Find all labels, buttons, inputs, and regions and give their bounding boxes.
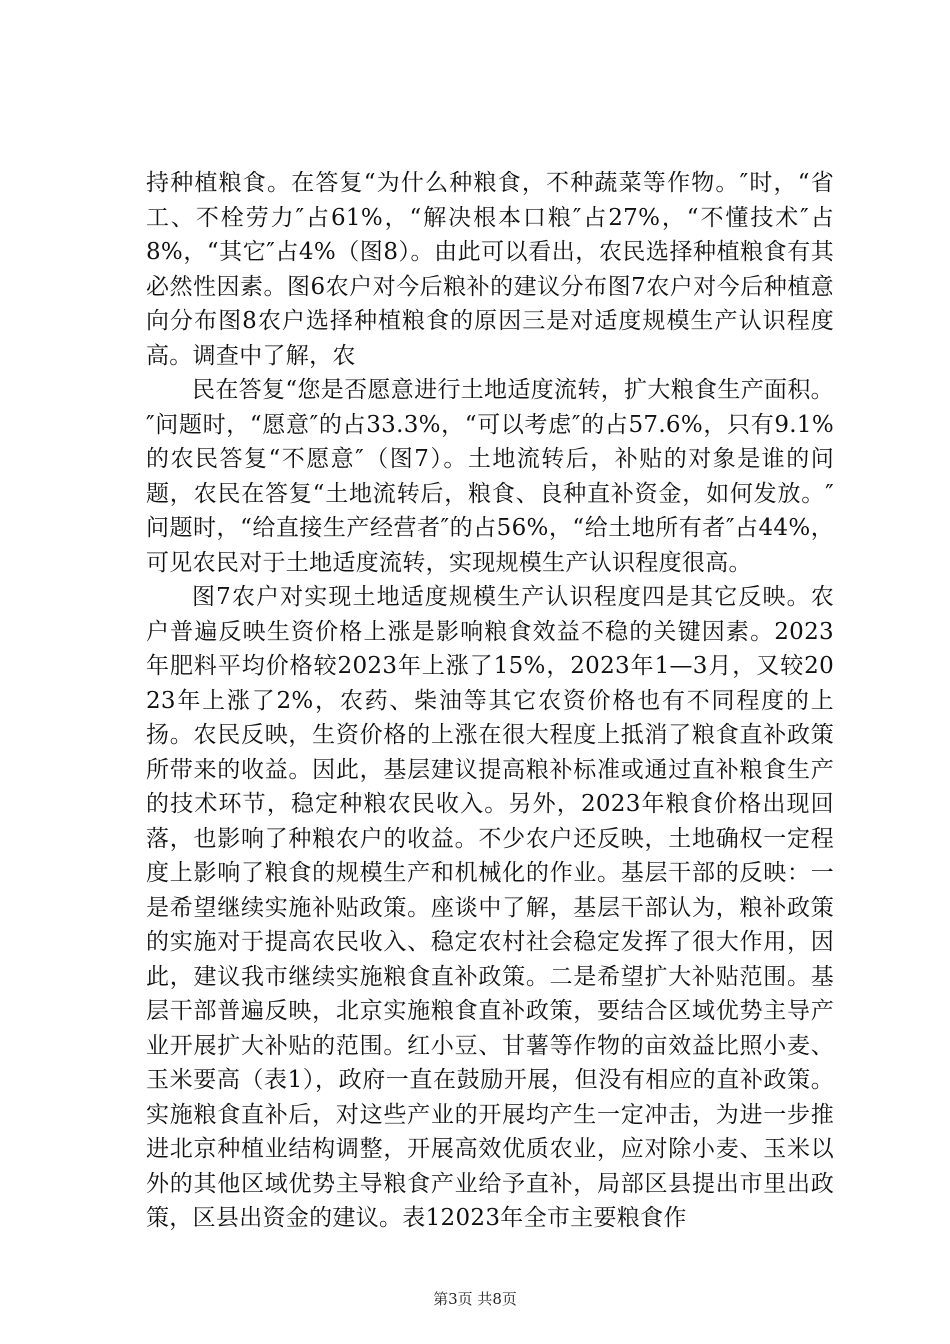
- paragraph-2: 民在答复“您是否愿意进行土地适度流转，扩大粮食生产面积。″问题时，“愿意″的占33.3%，“可以考虑″的占57.6%，只有9.1%的农民答复“不愿意″（图7）。土地流转后，补贴的对象是谁的问题，农民在答复“土地流转后，粮食、良种直补资金，如何发放。″问题时，“给直接生产经营者″的占56%，“给土地所有者″占44%，可见农民对于土地适度流转，实现规模生产认识程度很高。: [146, 377, 834, 576]
- page-footer: 第3页 共8页: [433, 1290, 517, 1308]
- paragraph-1: 持种植粮食。在答复“为什么种粮食，不种蔬菜等作物。″时，“省工、不栓劳力″占61%，“解决根本口粮″占27%，“不懂技术″占8%，“其它″占4%（图8）。由此可以看出，农民选择种植粮食有其必然性因素。图6农户对今后粮补的建议分布图7农户对今后种植意向分布图8农户选择种植粮食的原因三是对适度规模生产认识程度高。调查中了解，农: [146, 170, 834, 369]
- body-text: [146, 166, 834, 1236]
- paragraph-3: 图7农户对实现土地适度规模生产认识程度四是其它反映。农户普遍反映生资价格上涨是影响粮食效益不稳的关键因素。2023年肥料平均价格较2023年上涨了15%，2023年1—3月，又较2023年上涨了2%，农药、柴油等其它农资价格也有不同程度的上扬。农民反映，生资价格的上涨在很大程度上抵消了粮食直补政策所带来的收益。因此，基层建议提高粮补标准或通过直补粮食生产的技术环节，稳定种粮农民收入。另外，2023年粮食价格出现回落，也影响了种粮农户的收益。不少农户还反映，土地确权一定程度上影响了粮食的规模生产和机械化的作业。基层干部的反映：一是希望继续实施补贴政策。座谈中了解，基层干部认为，粮补政策的实施对于提高农民收入、稳定农村社会稳定发挥了很大作用，因此，建议我市继续实施粮食直补政策。二是希望扩大补贴范围。基层干部普遍反映，北京实施粮食直补政策，要结合区域优势主导产业开展扩大补贴的范围。红小豆、甘薯等作物的亩效益比照小麦、玉米要高（表1），政府一直在鼓励开展，但没有相应的直补政策。实施粮食直补后，对这些产业的开展均产生一定冲击，为进一步推进北京种植业结构调整，开展高效优质农业，应对除小麦、玉米以外的其他区域优势主导粮食产业给予直补，局部区县提出市里出政策，区县出资金的建议。表12023年全市主要粮食作: [146, 584, 834, 1231]
